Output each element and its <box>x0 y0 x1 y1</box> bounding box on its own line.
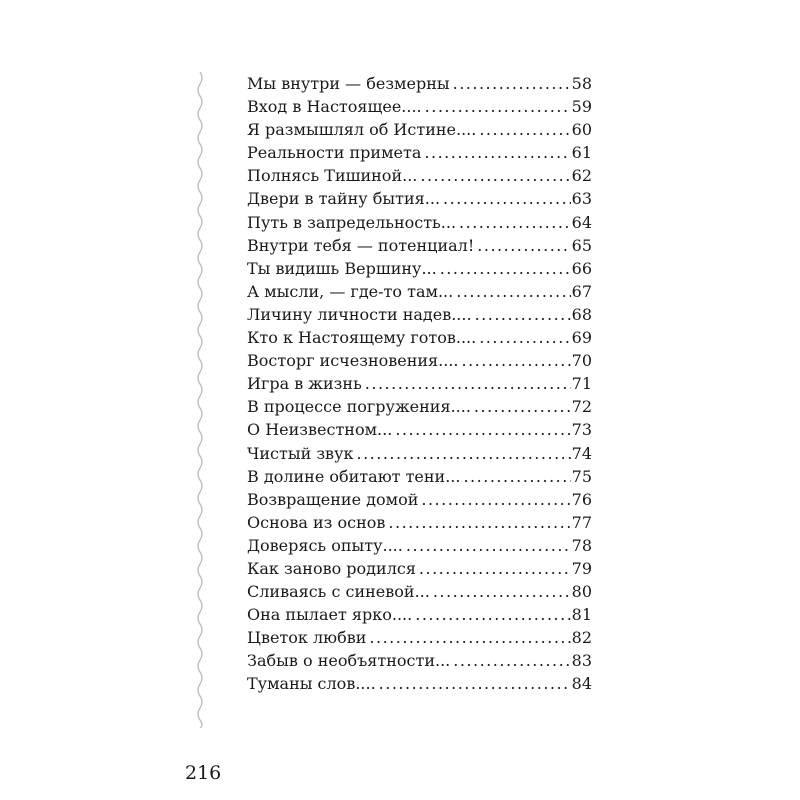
dot-leader <box>406 534 571 557</box>
toc-entry-title: В долине обитают тени... <box>247 466 461 486</box>
toc-entry-page: 79 <box>571 558 592 578</box>
toc-entry <box>247 72 592 95</box>
toc-entry-page: 84 <box>571 674 592 694</box>
dot-leader <box>424 141 570 164</box>
toc-entry-page: 76 <box>571 489 592 509</box>
toc-entry-title: Цветок любви <box>247 628 367 648</box>
toc-entry <box>247 442 592 465</box>
dot-leader <box>421 488 570 511</box>
toc-entry-title: Личину личности надев.... <box>247 304 472 324</box>
toc-entry <box>247 164 592 187</box>
toc-entry-page: 77 <box>571 512 592 532</box>
dot-leader <box>369 626 570 649</box>
dot-leader <box>415 603 570 626</box>
toc-entry-page: 66 <box>571 258 592 278</box>
toc-entry-page: 68 <box>571 304 592 324</box>
toc-entry <box>247 372 592 395</box>
toc-entry-page: 81 <box>571 605 592 625</box>
dot-leader <box>453 72 571 95</box>
toc-entry-title: В процессе погружения.... <box>247 397 471 417</box>
toc-entry <box>247 580 592 603</box>
dot-leader <box>463 465 570 488</box>
toc-entry-title: Полнясь Тишиной... <box>247 166 418 186</box>
toc-entry-page: 75 <box>571 466 592 486</box>
toc-entry-title: Туманы слов.... <box>247 674 376 694</box>
toc-entry <box>247 118 592 141</box>
toc-entry <box>247 187 592 210</box>
toc-entry-page: 74 <box>571 443 592 463</box>
dot-leader <box>379 672 571 695</box>
toc-entry-page: 62 <box>571 166 592 186</box>
toc-entry-page: 69 <box>571 328 592 348</box>
toc-entry-title: Восторг исчезновения.... <box>247 351 459 371</box>
toc-entry-title: Вход в Настоящее.... <box>247 97 422 117</box>
toc-entry <box>247 488 592 511</box>
dot-leader <box>440 257 571 280</box>
toc-entry-title: Я размышлял об Истине.... <box>247 120 477 140</box>
toc-entry-page: 61 <box>571 143 592 163</box>
toc-entry-page: 67 <box>571 281 592 301</box>
dot-leader <box>477 234 570 257</box>
dot-leader <box>453 649 570 672</box>
toc-entry <box>247 511 592 534</box>
dot-leader <box>425 95 571 118</box>
toc-entry-title: Как заново родился <box>247 558 416 578</box>
toc-entry-page: 73 <box>571 420 592 440</box>
dot-leader <box>459 211 571 234</box>
dot-leader <box>479 118 570 141</box>
dot-leader <box>388 511 570 534</box>
dot-leader <box>456 280 570 303</box>
wavy-margin-line <box>192 72 208 728</box>
toc-entry-title: Основа из основ <box>247 512 386 532</box>
toc-entry-title: А мысли, — где-то там... <box>247 281 454 301</box>
toc-entry-page: 72 <box>571 397 592 417</box>
toc-entry-page: 83 <box>571 651 592 671</box>
toc-entry-title: Сливаясь с синевой... <box>247 582 430 602</box>
toc-entry-page: 60 <box>571 120 592 140</box>
toc-entry <box>247 326 592 349</box>
toc-entry <box>247 211 592 234</box>
toc-entry <box>247 465 592 488</box>
toc-entry <box>247 534 592 557</box>
toc-entry-title: Мы внутри — безмерны <box>247 74 450 93</box>
toc-entry <box>247 349 592 372</box>
dot-leader <box>433 580 571 603</box>
page-number: 216 <box>185 762 222 784</box>
dot-leader <box>356 442 570 465</box>
toc-entry-title: Внутри тебя — потенциал! <box>247 235 475 255</box>
toc-entry-page: 64 <box>571 212 592 232</box>
toc-entry <box>247 257 592 280</box>
toc-entry-title: Игра в жизнь <box>247 374 362 394</box>
dot-leader <box>461 349 570 372</box>
dot-leader <box>479 326 570 349</box>
toc-entry <box>247 234 592 257</box>
toc-entry-title: Возвращение домой <box>247 489 419 509</box>
toc-entry <box>247 280 592 303</box>
toc-entry <box>247 395 592 418</box>
dot-leader <box>475 303 571 326</box>
toc-entry <box>247 626 592 649</box>
toc-entry <box>247 557 592 580</box>
toc-entry-page: 71 <box>571 374 592 394</box>
toc-entry-page: 59 <box>571 97 592 117</box>
dot-leader <box>365 372 571 395</box>
dot-leader <box>474 395 571 418</box>
toc-entry-page: 80 <box>571 582 592 602</box>
dot-leader <box>419 557 571 580</box>
table-of-contents <box>247 72 592 696</box>
toc-entry-page: 82 <box>571 628 592 648</box>
toc-entry-page: 78 <box>571 535 592 555</box>
toc-entry-title: Ты видишь Вершину... <box>247 258 437 278</box>
toc-entry-page: 65 <box>571 235 592 255</box>
toc-entry-title: Доверясь опыту.... <box>247 535 403 555</box>
toc-entry-title: Она пылает ярко.... <box>247 605 413 625</box>
toc-entry <box>247 95 592 118</box>
dot-leader <box>395 418 570 441</box>
toc-entry <box>247 649 592 672</box>
toc-entry-title: Реальности примета <box>247 143 422 163</box>
toc-entry-page: 63 <box>571 189 592 209</box>
toc-entry <box>247 418 592 441</box>
toc-entry <box>247 603 592 626</box>
toc-entry-title: Кто к Настоящему готов.... <box>247 328 477 348</box>
toc-entry-title: Путь в запредельность... <box>247 212 457 232</box>
toc-entry <box>247 141 592 164</box>
dot-leader <box>420 164 570 187</box>
toc-entry-title: Забыв о необъятности... <box>247 651 451 671</box>
toc-entry-title: Чистый звук <box>247 443 354 463</box>
toc-entry-title: Двери в тайну бытия... <box>247 189 441 209</box>
toc-entry-title: О Неизвестном... <box>247 420 393 440</box>
toc-entry-page: 58 <box>571 74 592 93</box>
toc-entry <box>247 672 592 695</box>
toc-entry-page: 70 <box>571 351 592 371</box>
toc-entry <box>247 303 592 326</box>
dot-leader <box>443 187 571 210</box>
